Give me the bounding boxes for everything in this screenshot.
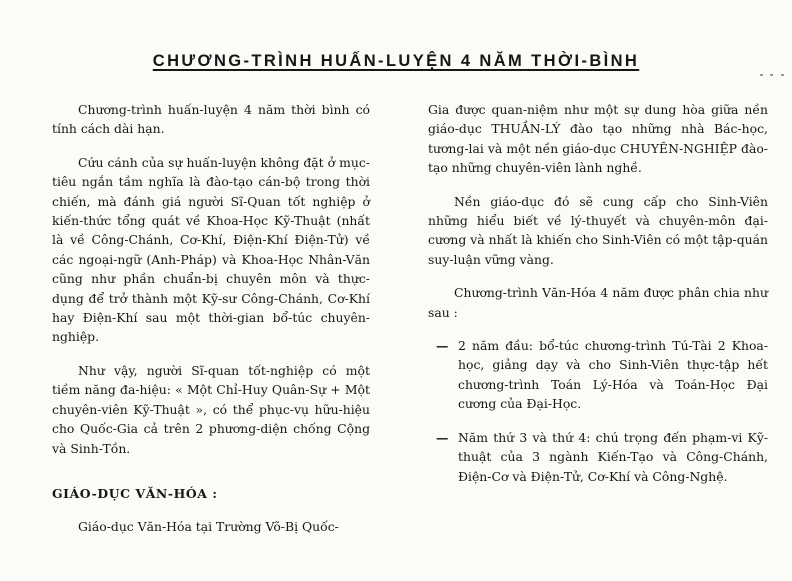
list-dash: — <box>436 338 449 354</box>
list-item <box>428 336 768 414</box>
scan-speck <box>770 74 773 76</box>
left-paragraph-1: Chương-trình huấn-luyện 4 năm thời bình có tính cách dài hạn. <box>52 102 370 137</box>
list-item-text: Năm thứ 3 và thứ 4: chú trọng đến phạm-vi Kỹ-thuật của 3 ngành Kiến-Tạo và Công-Chánh, Điện-Cơ và Điện-Tử, Cơ-Khí và Công-Nghệ. <box>458 429 768 484</box>
left-paragraph-4: Giáo-dục Văn-Hóa tại Trường Võ-Bị Quốc- <box>78 519 339 535</box>
list-item-text: 2 năm đầu: bổ-túc chương-trình Tú-Tài 2 Khoa-học, giảng dạy và cho Sinh-Viên thực-tập hết chương-trình Toán Lý-Hóa và Toán-Học Đại cương của Đại-Học. <box>458 338 768 412</box>
right-paragraph-2: Nền giáo-dục đó sẽ cung cấp cho Sinh-Viên những hiểu biết về lý-thuyết và chuyên-môn đại-cương và nhất là khiến cho Sinh-Viên có một tập-quán suy-luận vững vàng. <box>428 193 768 267</box>
right-column <box>428 100 768 486</box>
page-title: CHƯƠNG-TRÌNH HUẤN-LUYỆN 4 NĂM THỜI-BÌNH <box>152 52 640 70</box>
list-dash: — <box>436 429 449 445</box>
list-item <box>428 428 768 486</box>
left-paragraph-3: Như vậy, người Sĩ-quan tốt-nghiệp có một tiềm năng đa-hiệu: « Một Chỉ-Huy Quân-Sự + Một chuyên-viên Kỹ-Thuật », có thể phục-vụ hữu-hiệu cho Quốc-Gia cả trên 2 phương-diện chống Cộng và Sinh-Tồn. <box>52 362 370 456</box>
scan-speck <box>760 74 763 76</box>
section-heading: GIÁO-DỤC VĂN-HÓA : <box>52 485 218 501</box>
left-paragraph-2: Cứu cánh của sự huấn-luyện không đặt ở mục-tiêu ngắn tầm nghĩa là đào-tạo cán-bộ trong thời chiến, mà đánh giá người Sĩ-Quan tốt nghiệp ở kiến-thức tổng quát về Khoa-Học Kỹ-Thuật (nhất là về Công-Chánh, Cơ-Khí, Điện-Khí Điện-Tử) về các ngoại-ngữ (Anh-Pháp) và Khoa-Học Nhân-Văn cũng như phần chuẩn-bị chuyên môn và thực-dụng để trở thành một Kỹ-sư Công-Chánh, Cơ-Khí hay Điện-Khí sau một thời-gian bổ-túc chuyên-nghiệp. <box>52 154 370 345</box>
right-paragraph-3: Chương-trình Văn-Hóa 4 năm được phân chia như sau : <box>428 285 768 320</box>
left-column <box>52 100 370 537</box>
right-paragraph-1: Gia được quan-niệm như một sự dung hòa giữa nền giáo-dục THUẦN-LÝ đào tạo những nhà Bác-học, tương-lai và một nền giáo-dục CHUYÊN-NGHIỆP đào-tạo những chuyên-viên lành nghề. <box>428 102 768 176</box>
scan-speck <box>781 74 784 76</box>
